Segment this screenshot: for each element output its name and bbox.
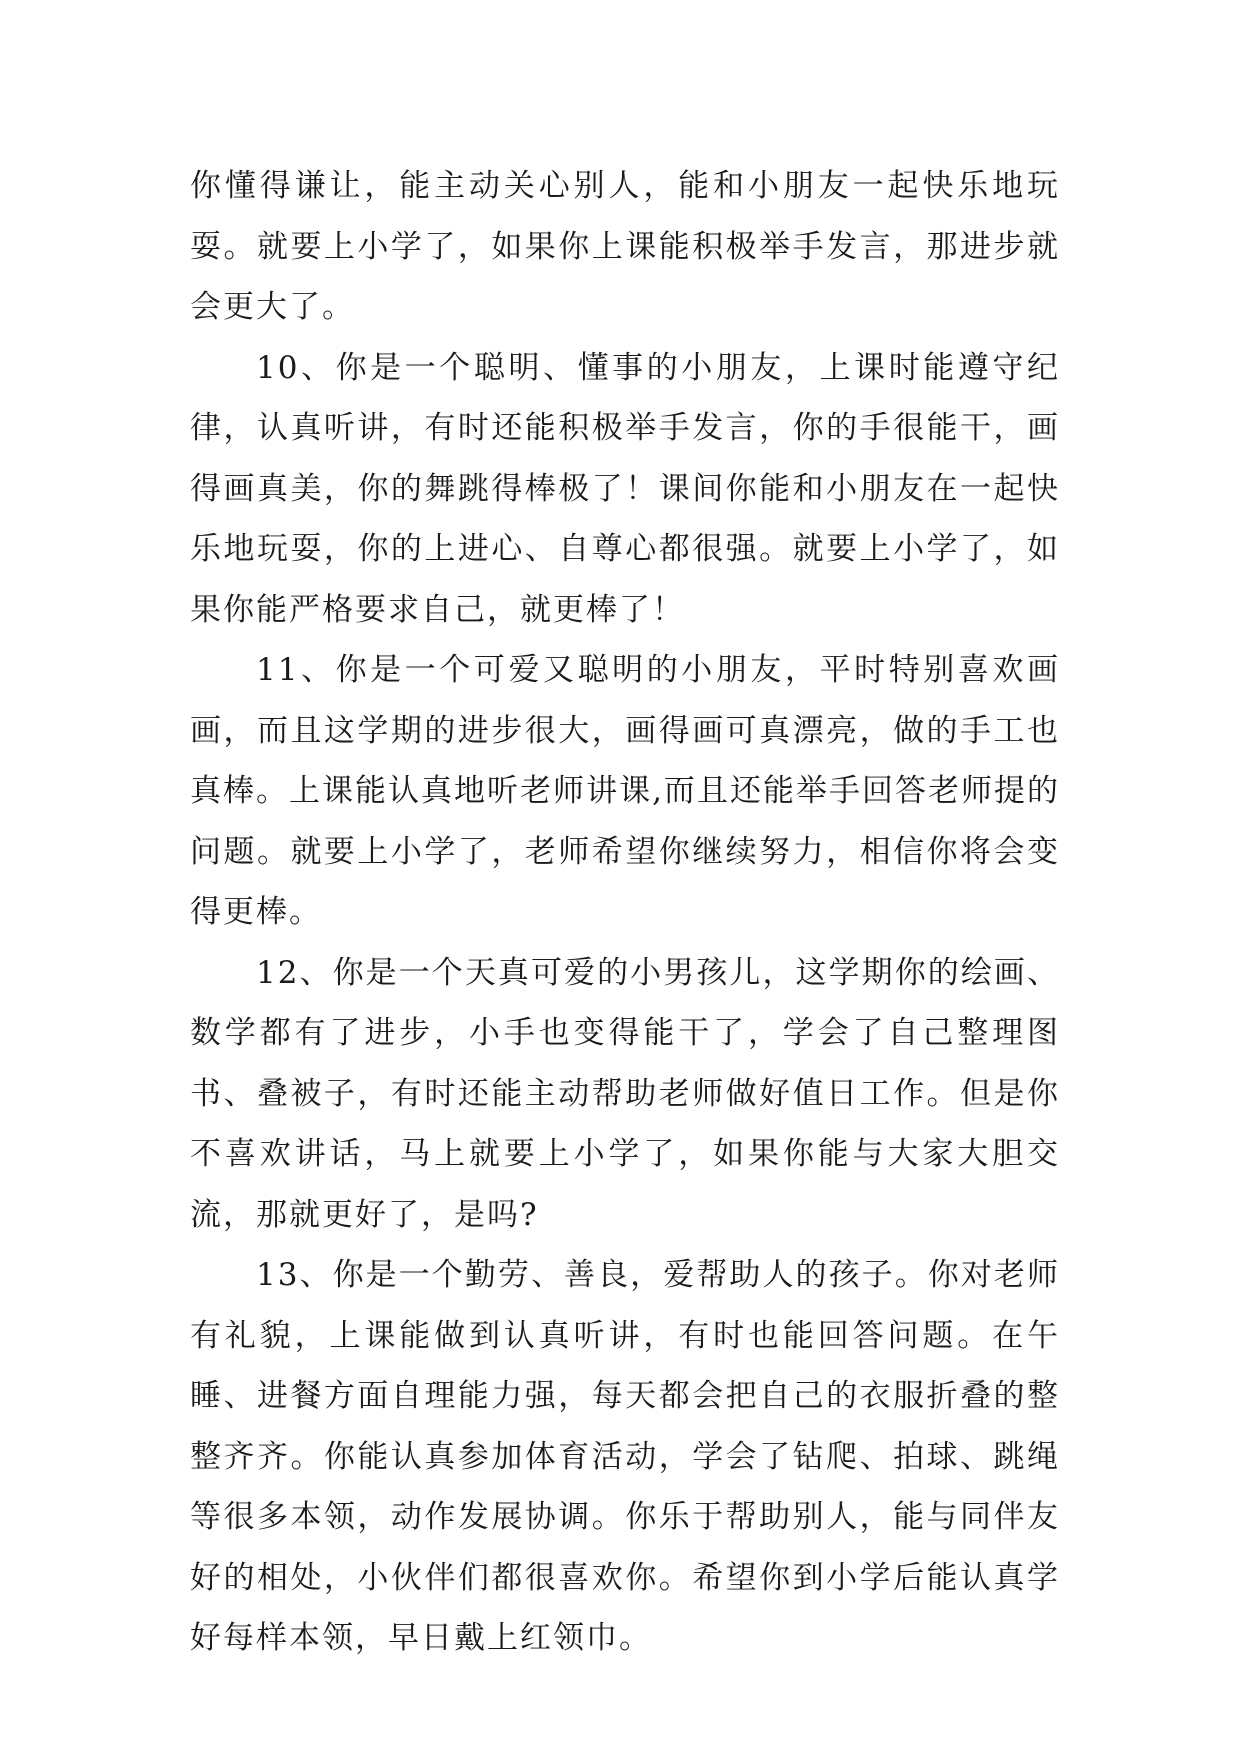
paragraph-continued: 你懂得谦让，能主动关心别人，能和小朋友一起快乐地玩耍。就要上小学了，如果你上课能积极举手发言，那进步就会更大了。 xyxy=(190,168,1060,325)
document-body xyxy=(190,156,1060,1669)
paragraph-10: 10、你是一个聪明、懂事的小朋友，上课时能遵守纪律，认真听讲，有时还能积极举手发言，你的手很能干，画得画真美，你的舞跳得棒极了！课间你能和小朋友在一起快乐地玩耍，你的上进心、自尊心都很强。就要上小学了，如果你能严格要求自己，就更棒了！ xyxy=(190,349,1060,628)
paragraph-11: 11、你是一个可爱又聪明的小朋友，平时特别喜欢画画，而且这学期的进步很大，画得画可真漂亮，做的手工也真棒。上课能认真地听老师讲课,而且还能举手回答老师提的问题。就要上小学了，老师希望你继续努力，相信你将会变得更棒。 xyxy=(190,652,1060,930)
paragraph-12: 12、你是一个天真可爱的小男孩儿，这学期你的绘画、数学都有了进步，小手也变得能干了，学会了自己整理图书、叠被子，有时还能主动帮助老师做好值日工作。但是你不喜欢讲话，马上就要上小学了，如果你能与大家大胆交流，那就更好了，是吗? xyxy=(190,954,1060,1233)
paragraph-13: 13、你是一个勤劳、善良，爱帮助人的孩子。你对老师有礼貌，上课能做到认真听讲，有时也能回答问题。在午睡、进餐方面自理能力强，每天都会把自己的衣服折叠的整整齐齐。你能认真参加体育活动，学会了钻爬、拍球、跳绳等很多本领，动作发展协调。你乐于帮助别人，能与同伴友好的相处，小伙伴们都很喜欢你。希望你到小学后能认真学好每样本领，早日戴上红领巾。 xyxy=(190,1257,1060,1656)
